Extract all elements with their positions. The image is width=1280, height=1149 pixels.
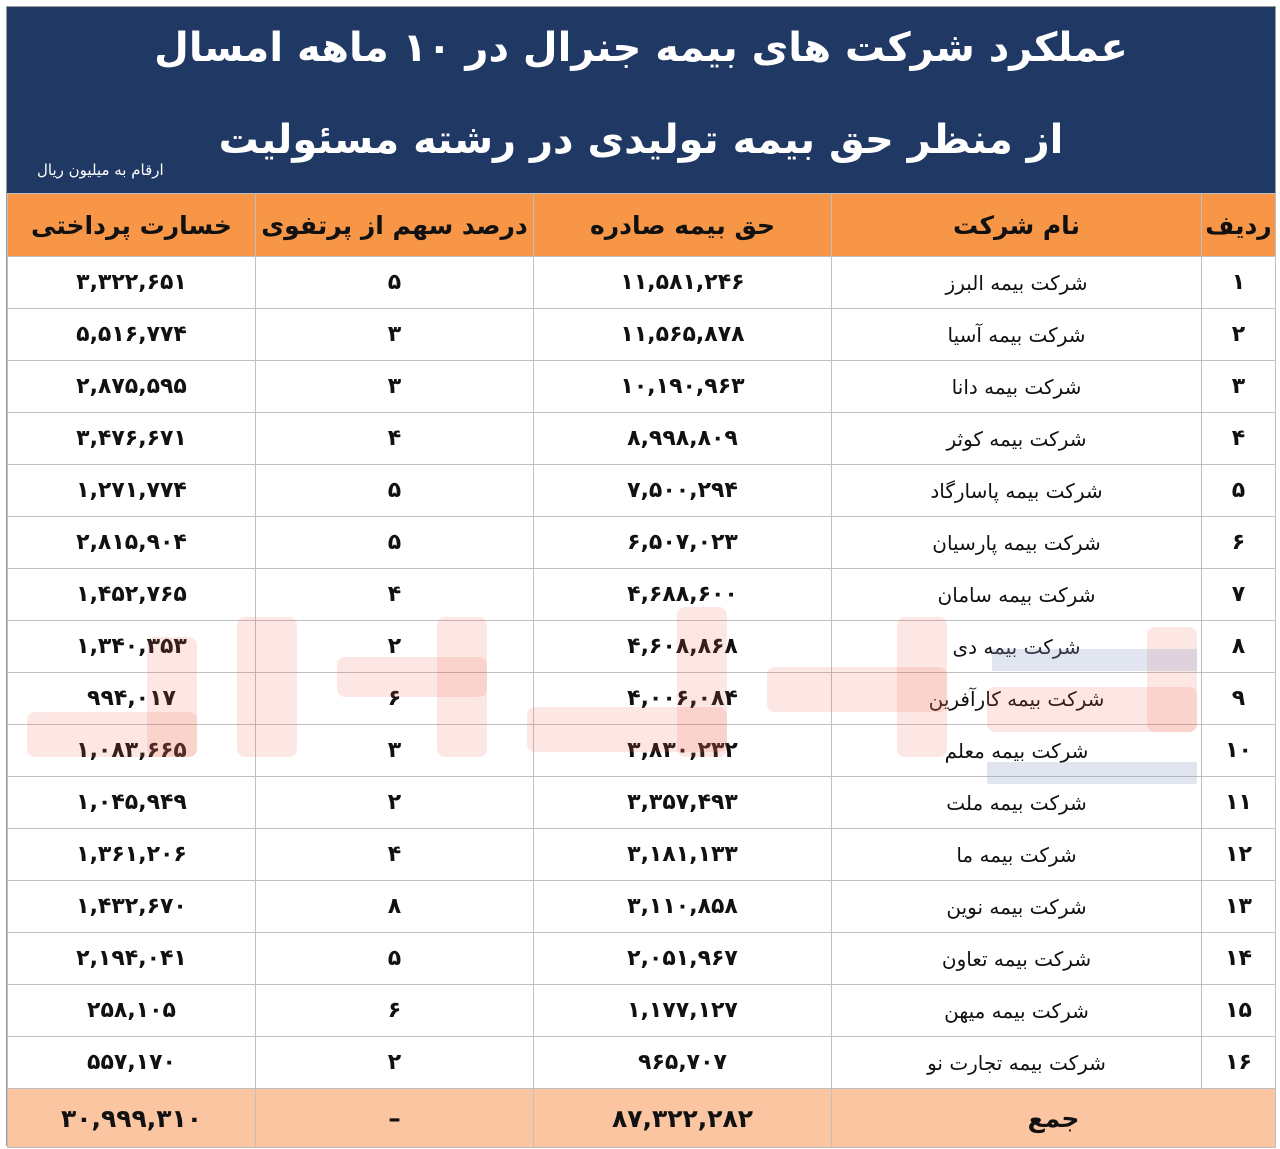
company-name-cell: شرکت بیمه معلم	[832, 725, 1202, 777]
share-cell: ۸	[256, 881, 534, 933]
table-row	[8, 777, 1276, 829]
losses-cell: ۱,۴۳۲,۶۷۰	[8, 881, 256, 933]
company-name-cell: شرکت بیمه دی	[832, 621, 1202, 673]
column-header-row-no: ردیف	[1202, 194, 1276, 257]
table-row	[8, 517, 1276, 569]
losses-cell: ۱,۲۷۱,۷۷۴	[8, 465, 256, 517]
row-number-cell: ۱۵	[1202, 985, 1276, 1037]
table-row	[8, 725, 1276, 777]
total-row	[8, 1089, 1276, 1148]
company-name-cell: شرکت بیمه ما	[832, 829, 1202, 881]
company-name-cell: شرکت بیمه نوین	[832, 881, 1202, 933]
company-name-cell: شرکت بیمه کارآفرین	[832, 673, 1202, 725]
row-number-cell: ۱۳	[1202, 881, 1276, 933]
table-row	[8, 829, 1276, 881]
table-row	[8, 309, 1276, 361]
column-header-share: درصد سهم از پرتفوی	[256, 194, 534, 257]
losses-cell: ۱,۰۴۵,۹۴۹	[8, 777, 256, 829]
column-header-premium: حق بیمه صادره	[534, 194, 832, 257]
premium-cell: ۶,۵۰۷,۰۲۳	[534, 517, 832, 569]
total-label: جمع	[832, 1089, 1276, 1148]
table-row	[8, 933, 1276, 985]
losses-cell: ۱,۰۸۳,۶۶۵	[8, 725, 256, 777]
row-number-cell: ۹	[1202, 673, 1276, 725]
total-premium: ۸۷,۳۲۲,۲۸۲	[534, 1089, 832, 1148]
share-cell: ۴	[256, 829, 534, 881]
losses-cell: ۲,۱۹۴,۰۴۱	[8, 933, 256, 985]
table-header-row	[8, 194, 1276, 257]
losses-cell: ۱,۳۶۱,۲۰۶	[8, 829, 256, 881]
share-cell: ۲	[256, 621, 534, 673]
report-header	[7, 7, 1275, 193]
losses-cell: ۱,۳۴۰,۳۵۳	[8, 621, 256, 673]
column-header-losses: خسارت پرداختی	[8, 194, 256, 257]
premium-cell: ۳,۱۸۱,۱۳۳	[534, 829, 832, 881]
premium-cell: ۹۶۵,۷۰۷	[534, 1037, 832, 1089]
losses-cell: ۲۵۸,۱۰۵	[8, 985, 256, 1037]
share-cell: ۵	[256, 257, 534, 309]
company-name-cell: شرکت بیمه دانا	[832, 361, 1202, 413]
row-number-cell: ۶	[1202, 517, 1276, 569]
insurance-table	[7, 193, 1276, 1148]
total-losses: ۳۰,۹۹۹,۳۱۰	[8, 1089, 256, 1148]
losses-cell: ۵۵۷,۱۷۰	[8, 1037, 256, 1089]
company-name-cell: شرکت بیمه پاسارگاد	[832, 465, 1202, 517]
row-number-cell: ۴	[1202, 413, 1276, 465]
premium-cell: ۷,۵۰۰,۲۹۴	[534, 465, 832, 517]
row-number-cell: ۳	[1202, 361, 1276, 413]
table-row	[8, 1037, 1276, 1089]
company-name-cell: شرکت بیمه میهن	[832, 985, 1202, 1037]
premium-cell: ۱۰,۱۹۰,۹۶۳	[534, 361, 832, 413]
row-number-cell: ۱۴	[1202, 933, 1276, 985]
share-cell: ۲	[256, 1037, 534, 1089]
premium-cell: ۴,۶۰۸,۸۶۸	[534, 621, 832, 673]
row-number-cell: ۱۲	[1202, 829, 1276, 881]
company-name-cell: شرکت بیمه کوثر	[832, 413, 1202, 465]
share-cell: ۳	[256, 725, 534, 777]
table-row	[8, 569, 1276, 621]
row-number-cell: ۵	[1202, 465, 1276, 517]
premium-cell: ۴,۰۰۶,۰۸۴	[534, 673, 832, 725]
share-cell: ۴	[256, 413, 534, 465]
premium-cell: ۳,۳۵۷,۴۹۳	[534, 777, 832, 829]
losses-cell: ۳,۴۷۶,۶۷۱	[8, 413, 256, 465]
table-body	[8, 257, 1276, 1089]
premium-cell: ۱,۱۷۷,۱۲۷	[534, 985, 832, 1037]
total-share: –	[256, 1089, 534, 1148]
losses-cell: ۹۹۴,۰۱۷	[8, 673, 256, 725]
row-number-cell: ۸	[1202, 621, 1276, 673]
premium-cell: ۱۱,۵۶۵,۸۷۸	[534, 309, 832, 361]
company-name-cell: شرکت بیمه البرز	[832, 257, 1202, 309]
share-cell: ۶	[256, 985, 534, 1037]
premium-cell: ۴,۶۸۸,۶۰۰	[534, 569, 832, 621]
share-cell: ۵	[256, 517, 534, 569]
table-row	[8, 621, 1276, 673]
premium-cell: ۸,۹۹۸,۸۰۹	[534, 413, 832, 465]
share-cell: ۵	[256, 933, 534, 985]
row-number-cell: ۱	[1202, 257, 1276, 309]
table-row	[8, 361, 1276, 413]
company-name-cell: شرکت بیمه آسیا	[832, 309, 1202, 361]
share-cell: ۵	[256, 465, 534, 517]
company-name-cell: شرکت بیمه تجارت نو	[832, 1037, 1202, 1089]
table-row	[8, 881, 1276, 933]
row-number-cell: ۱۰	[1202, 725, 1276, 777]
company-name-cell: شرکت بیمه پارسیان	[832, 517, 1202, 569]
row-number-cell: ۲	[1202, 309, 1276, 361]
losses-cell: ۳,۳۲۲,۶۵۱	[8, 257, 256, 309]
premium-cell: ۳,۱۱۰,۸۵۸	[534, 881, 832, 933]
table-row	[8, 985, 1276, 1037]
company-name-cell: شرکت بیمه ملت	[832, 777, 1202, 829]
share-cell: ۶	[256, 673, 534, 725]
report-frame	[6, 6, 1276, 1146]
losses-cell: ۵,۵۱۶,۷۷۴	[8, 309, 256, 361]
column-header-company: نام شرکت	[832, 194, 1202, 257]
report-title-line1: عملکرد شرکت های بیمه جنرال در ۱۰ ماهه امسال	[154, 25, 1128, 71]
table-row	[8, 465, 1276, 517]
losses-cell: ۲,۸۱۵,۹۰۴	[8, 517, 256, 569]
premium-cell: ۳,۸۳۰,۲۳۲	[534, 725, 832, 777]
table-row	[8, 413, 1276, 465]
table-row	[8, 673, 1276, 725]
premium-cell: ۱۱,۵۸۱,۲۴۶	[534, 257, 832, 309]
company-name-cell: شرکت بیمه تعاون	[832, 933, 1202, 985]
losses-cell: ۱,۴۵۲,۷۶۵	[8, 569, 256, 621]
company-name-cell: شرکت بیمه سامان	[832, 569, 1202, 621]
table-row	[8, 257, 1276, 309]
row-number-cell: ۱۶	[1202, 1037, 1276, 1089]
row-number-cell: ۱۱	[1202, 777, 1276, 829]
share-cell: ۴	[256, 569, 534, 621]
share-cell: ۲	[256, 777, 534, 829]
premium-cell: ۲,۰۵۱,۹۶۷	[534, 933, 832, 985]
report-title-line2: از منظر حق بیمه تولیدی در رشته مسئولیت	[218, 117, 1064, 163]
share-cell: ۳	[256, 309, 534, 361]
units-note: ارقام به میلیون ریال	[37, 161, 164, 179]
row-number-cell: ۷	[1202, 569, 1276, 621]
losses-cell: ۲,۸۷۵,۵۹۵	[8, 361, 256, 413]
share-cell: ۳	[256, 361, 534, 413]
